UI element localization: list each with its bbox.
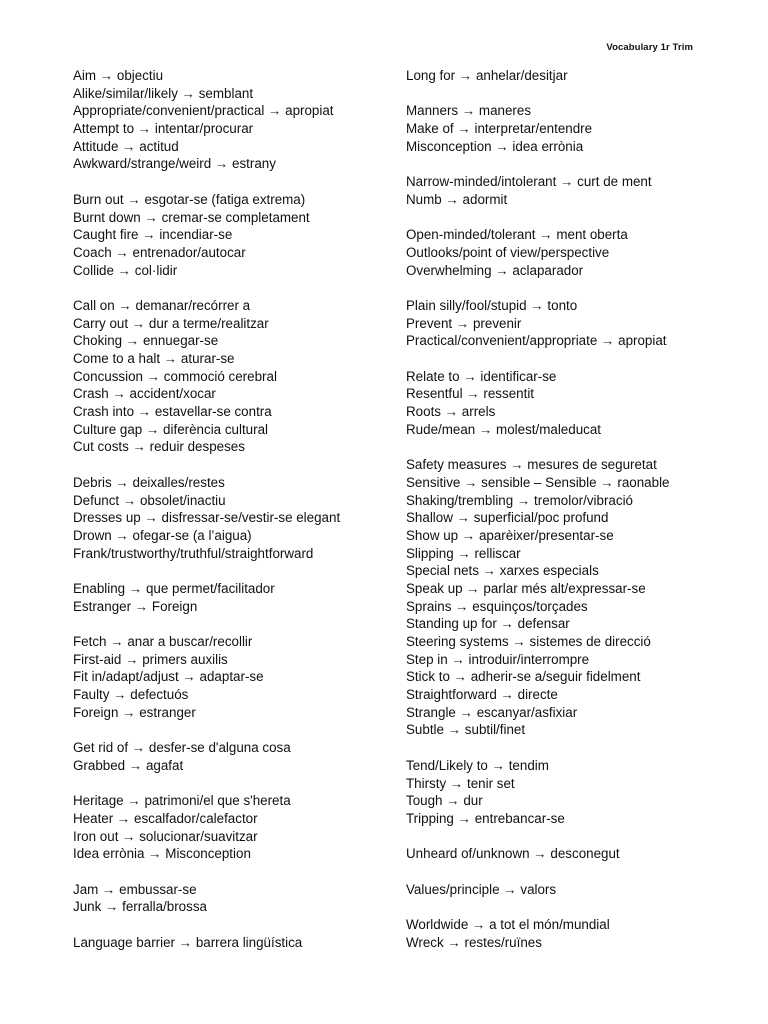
- vocabulary-group: [406, 102, 746, 155]
- vocabulary-entry: Thirsty → tenir set: [406, 775, 515, 791]
- vocabulary-group: [73, 580, 413, 615]
- vocabulary-entry: Cut costs → reduir despeses: [73, 439, 245, 455]
- vocabulary-entry: Frank/trustworthy/truthful/straightforward: [73, 545, 314, 561]
- vocabulary-entry: Tend/Likely to → tendim: [406, 757, 549, 773]
- vocabulary-group: [73, 297, 413, 456]
- vocabulary-entry: Outlooks/point of view/perspective: [406, 244, 610, 260]
- vocabulary-entry: Plain silly/fool/stupid → tonto: [406, 297, 578, 313]
- vocabulary-entry: Tripping → entrebancar-se: [406, 810, 565, 826]
- vocabulary-entry: Unheard of/unknown → desconegut: [406, 846, 620, 862]
- vocabulary-entry: Choking → ennuegar-se: [73, 333, 219, 349]
- vocabulary-entry: Relate to → identificar-se: [406, 368, 557, 384]
- vocabulary-group: [73, 739, 413, 774]
- vocabulary-entry: Subtle → subtil/finet: [406, 722, 526, 738]
- vocabulary-entry: Straightforward → directe: [406, 687, 558, 703]
- vocabulary-group: [73, 792, 413, 863]
- vocabulary-entry: Defunct → obsolet/inactiu: [73, 492, 226, 508]
- vocabulary-entry: Sprains → esquinços/torçades: [406, 598, 588, 614]
- vocabulary-entry: Debris → deixalles/restes: [73, 474, 225, 490]
- vocabulary-entry: Slipping → relliscar: [406, 545, 521, 561]
- vocabulary-entry: Values/principle → valors: [406, 881, 557, 897]
- vocabulary-group: [406, 297, 746, 350]
- vocabulary-entry: Burn out → esgotar-se (fatiga extrema): [73, 191, 306, 207]
- vocabulary-entry: Concussion → commoció cerebral: [73, 368, 277, 384]
- vocabulary-entry: Language barrier → barrera lingüística: [73, 934, 303, 950]
- vocabulary-entry: Speak up → parlar més alt/expressar-se: [406, 580, 646, 596]
- vocabulary-group: [406, 881, 746, 899]
- vocabulary-entry: First-aid → primers auxilis: [73, 651, 228, 667]
- vocabulary-entry: Attempt to → intentar/procurar: [73, 121, 254, 137]
- vocabulary-group: [73, 67, 413, 173]
- vocabulary-entry: Culture gap → diferència cultural: [73, 421, 269, 437]
- vocabulary-entry: Fetch → anar a buscar/recollir: [73, 634, 253, 649]
- vocabulary-entry: Get rid of → desfer-se d'alguna cosa: [73, 740, 291, 756]
- vocabulary-entry: Crash → accident/xocar: [73, 386, 216, 402]
- vocabulary-entry: Wreck → restes/ruïnes: [406, 934, 542, 950]
- vocabulary-entry: Junk → ferralla/brossa: [73, 899, 207, 915]
- vocabulary-group: [73, 881, 413, 916]
- vocabulary-entry: Alike/similar/likely → semblant: [73, 85, 254, 101]
- vocabulary-entry: Practical/convenient/appropriate → apropiat: [406, 333, 667, 349]
- vocabulary-group: [406, 916, 746, 951]
- vocabulary-entry: Manners → maneres: [406, 103, 532, 119]
- vocabulary-entry: Make of → interpretar/entendre: [406, 121, 593, 137]
- vocabulary-entry: Burnt down → cremar-se completament: [73, 209, 310, 225]
- vocabulary-entry: Show up → aparèixer/presentar-se: [406, 527, 614, 543]
- vocabulary-entry: Prevent → prevenir: [406, 315, 522, 331]
- vocabulary-entry: Shaking/trembling → tremolor/vibració: [406, 492, 633, 508]
- vocabulary-group: [406, 456, 746, 739]
- vocabulary-entry: Steering systems → sistemes de direcció: [406, 634, 651, 649]
- vocabulary-entry: Numb → adormit: [406, 191, 508, 207]
- vocabulary-entry: Safety measures → mesures de seguretat: [406, 457, 657, 473]
- vocabulary-entry: Misconception → idea errònia: [406, 138, 584, 154]
- vocabulary-entry: Open-minded/tolerant → ment oberta: [406, 227, 628, 243]
- vocabulary-entry: Iron out → solucionar/suavitzar: [73, 828, 258, 844]
- vocabulary-entry: Come to a halt → aturar-se: [73, 351, 235, 366]
- vocabulary-entry: Coach → entrenador/autocar: [73, 244, 246, 260]
- vocabulary-entry: Grabbed → agafat: [73, 757, 184, 773]
- vocabulary-group: [73, 474, 413, 562]
- vocabulary-entry: Drown → ofegar-se (a l’aigua): [73, 527, 252, 543]
- vocabulary-column-left: [73, 67, 413, 969]
- vocabulary-entry: Estranger → Foreign: [73, 598, 198, 614]
- vocabulary-entry: Shallow → superficial/poc profund: [406, 510, 609, 526]
- vocabulary-entry: Caught fire → incendiar-se: [73, 227, 233, 243]
- vocabulary-entry: Long for → anhelar/desitjar: [406, 68, 568, 83]
- vocabulary-entry: Step in → introduir/interrompre: [406, 651, 590, 667]
- vocabulary-entry: Stick to → adherir-se a/seguir fidelment: [406, 669, 641, 685]
- vocabulary-entry: Sensitive → sensible – Sensible → raonable: [406, 474, 670, 490]
- vocabulary-entry: Heritage → patrimoni/el que s'hereta: [73, 793, 291, 809]
- vocabulary-entry: Crash into → estavellar-se contra: [73, 404, 272, 420]
- vocabulary-entry: Appropriate/convenient/practical → apropiat: [73, 103, 334, 119]
- vocabulary-entry: Heater → escalfador/calefactor: [73, 810, 258, 826]
- vocabulary-group: [406, 173, 746, 208]
- vocabulary-entry: Jam → embussar-se: [73, 881, 197, 897]
- vocabulary-entry: Attitude → actitud: [73, 138, 179, 154]
- vocabulary-group: [73, 191, 413, 279]
- vocabulary-entry: Special nets → xarxes especials: [406, 563, 599, 579]
- vocabulary-entry: Faulty → defectuós: [73, 687, 189, 703]
- vocabulary-entry: Awkward/strange/weird → estrany: [73, 156, 276, 172]
- vocabulary-entry: Tough → dur: [406, 793, 483, 809]
- vocabulary-entry: Idea errònia → Misconception: [73, 846, 251, 862]
- vocabulary-group: [73, 633, 413, 721]
- document-title: Vocabulary 1r Trim: [606, 42, 693, 53]
- vocabulary-group: [406, 226, 746, 279]
- vocabulary-group: [73, 934, 413, 952]
- vocabulary-entry: Strangle → escanyar/asfixiar: [406, 704, 578, 720]
- vocabulary-entry: Dresses up → disfressar-se/vestir-se elegant: [73, 510, 341, 526]
- vocabulary-entry: Narrow-minded/intolerant → curt de ment: [406, 174, 652, 190]
- vocabulary-entry: Worldwide → a tot el món/mundial: [406, 917, 610, 932]
- vocabulary-entry: Resentful → ressentit: [406, 386, 535, 402]
- vocabulary-entry: Aim → objectiu: [73, 68, 164, 83]
- vocabulary-entry: Foreign → estranger: [73, 704, 196, 720]
- vocabulary-entry: Enabling → que permet/facilitador: [73, 580, 275, 596]
- vocabulary-group: [406, 368, 746, 439]
- vocabulary-group: [406, 757, 746, 828]
- vocabulary-entry: Rude/mean → molest/maleducat: [406, 421, 602, 437]
- vocabulary-entry: Roots → arrels: [406, 404, 496, 420]
- vocabulary-entry: Carry out → dur a terme/realitzar: [73, 315, 269, 331]
- vocabulary-entry: Call on → demanar/recórrer a: [73, 297, 251, 313]
- vocabulary-group: [406, 845, 746, 863]
- vocabulary-group: [406, 67, 746, 85]
- vocabulary-column-right: [406, 67, 746, 969]
- vocabulary-entry: Fit in/adapt/adjust → adaptar-se: [73, 669, 264, 685]
- vocabulary-entry: Collide → col·lidir: [73, 262, 178, 278]
- vocabulary-entry: Overwhelming → aclaparador: [406, 262, 584, 278]
- vocabulary-entry: Standing up for → defensar: [406, 616, 570, 632]
